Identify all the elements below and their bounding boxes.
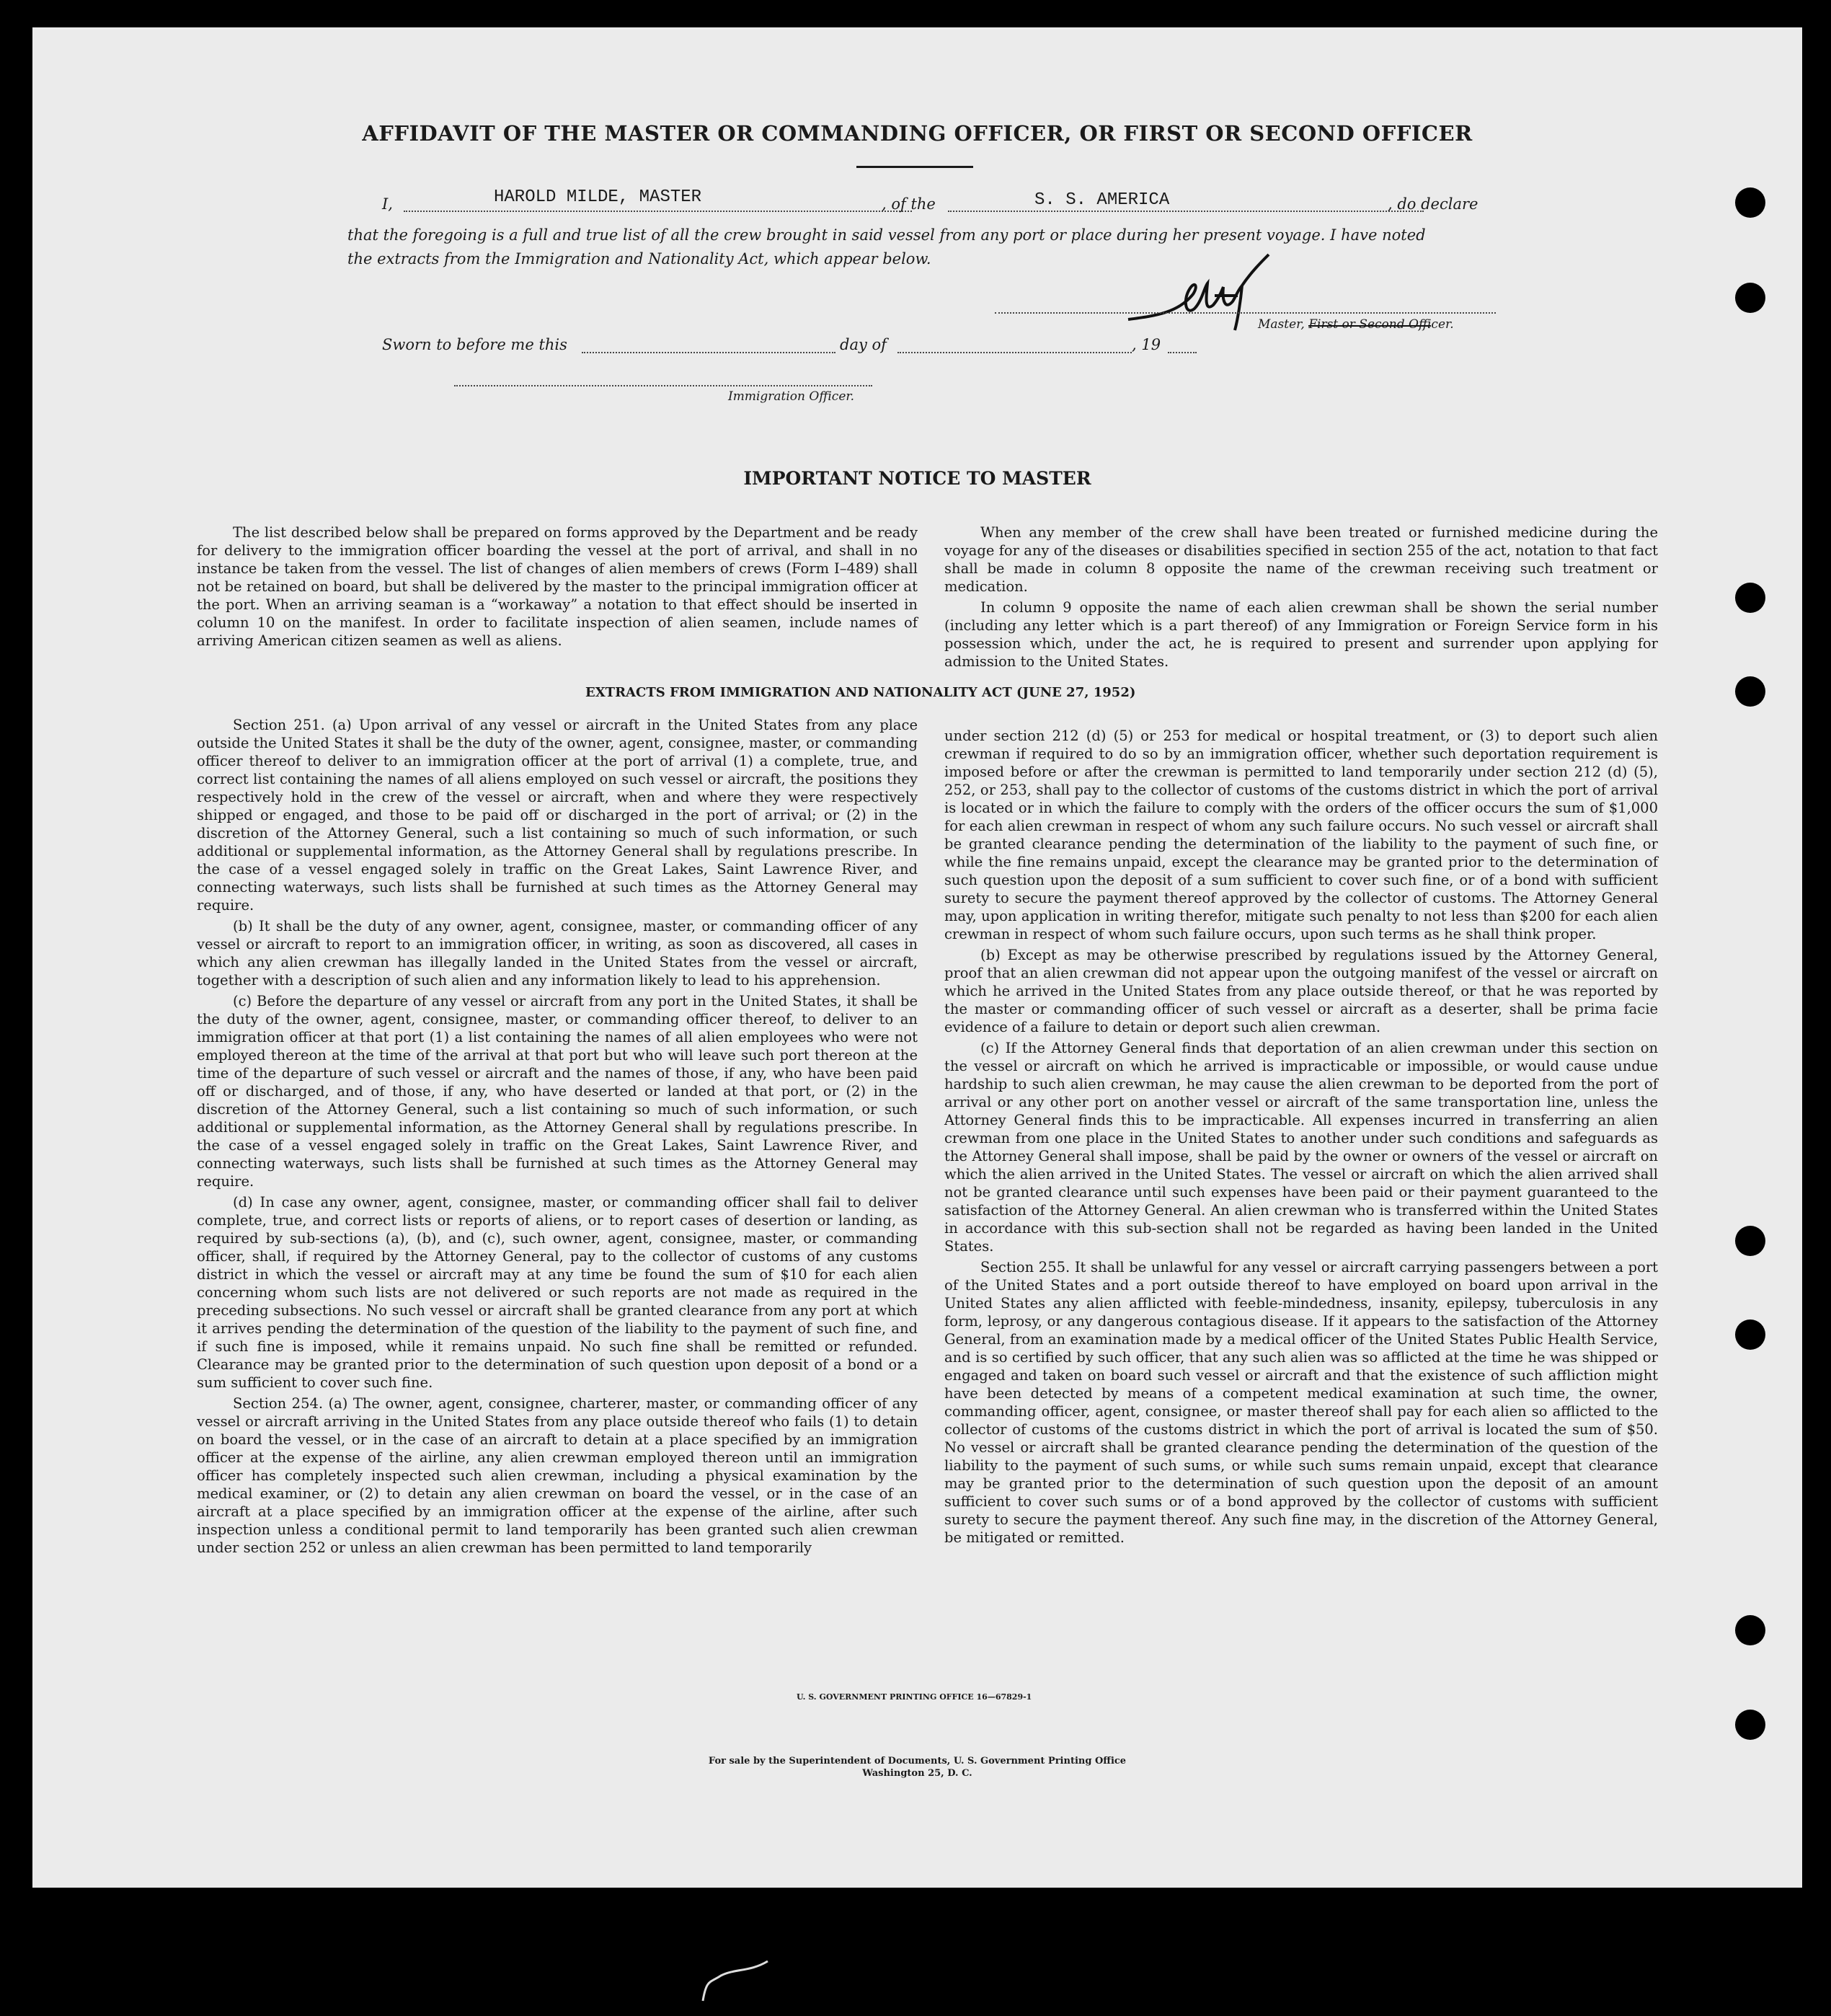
signature-line bbox=[995, 312, 1496, 314]
master-name-field: HAROLD MILDE, MASTER bbox=[494, 187, 702, 207]
printer-line: U. S. GOVERNMENT PRINTING OFFICE 16—67829-1 bbox=[797, 1692, 1032, 1702]
declaration-line-1: that the foregoing is a full and true list of all the crew brought in said vessel from any port or place during her present voyage. I have noted bbox=[347, 226, 1426, 244]
document-page bbox=[32, 27, 1802, 1888]
section-251-c: (c) Before the departure of any vessel or aircraft from any port in the United States, it shall be the duty of the owner, agent, consignee, master, or commanding officer thereof, to deliver to an immigration officer at that port (1) a list containing the names of all alien employees who were not employed thereon at the time of the arrival at that port but who will leave such port thereon at the time of the departure of such vessel or aircraft and the names of those, if any, who have been paid off or discharged, and of those, if any, who have deserted or landed at that port, or (2) in the discretion of the Attorney General, such a list containing so much of such information, or such additional or supplemental information, as the Attorney General shall by regulations prescribe. In the case of a vessel engaged solely in traffic on the Great Lakes, Saint Lawrence River, and connecting waterways, such lists shall be furnished at such times as the Attorney General may require. bbox=[197, 993, 918, 1190]
footer bbox=[32, 1755, 1802, 1780]
year-line bbox=[1168, 352, 1197, 353]
footer-line-2: Washington 25, D. C. bbox=[862, 1768, 972, 1779]
footer-line-1: For sale by the Superintendent of Documents, U. S. Government Printing Office bbox=[708, 1756, 1127, 1767]
signer-caption: Master, First or Second Officer. bbox=[1258, 317, 1454, 332]
section-254-c: (c) If the Attorney General finds that deportation of an alien crewman under this section on the vessel or aircraft on which he arrived is impracticable or impossible, or would cause undue hardship to such alien crewman, he may cause the alien crewman to be deported from the port of arrival or any other port on another vessel or aircraft of the same transportation line, unless the Attorney General finds this to be impracticable. All expenses incurred in transferring an alien crewman from one place in the United States to another under such conditions and safeguards as the Attorney General shall impose, shall be paid by the owner or owners of the vessel or aircraft on which the alien arrived in the United States. The vessel or aircraft on which the alien arrived shall not be granted clearance until such expenses have been paid or their payment guaranteed to the satisfaction of the Attorney General. An alien crewman who is transferred within the United States in accordance with this sub-section shall not be regarded as having been landed in the United States. bbox=[944, 1040, 1658, 1255]
extracts-right-column bbox=[944, 727, 1658, 1549]
binder-hole bbox=[1735, 1710, 1765, 1740]
i-label: I, bbox=[382, 195, 393, 213]
of-the-label: , of the bbox=[882, 195, 936, 213]
section-251-a: Section 251. (a) Upon arrival of any vessel or aircraft in the United States from any place outside the United States it shall be the duty of the owner, agent, consignee, master, or commanding officer thereof to deliver to an immigration officer at the port of arrival (1) a complete, true, and correct list containing the names of all aliens employed on such vessel or aircraft, the positions they respectively hold in the crew of the vessel or aircraft, when and where they were respectively shipped or engaged, and those to be paid off or discharged in the port of arrival; or (2) in the discretion of the Attorney General, such a list containing so much of such information, or such additional or supplemental information, as the Attorney General shall by regulations prescribe. In the case of a vessel engaged solely in traffic on the Great Lakes, Saint Lawrence River, and connecting waterways, such lists shall be furnished at such times as the Attorney General may require. bbox=[197, 717, 918, 914]
sworn-label: Sworn to before me this bbox=[382, 336, 567, 353]
binder-hole bbox=[1735, 1319, 1765, 1350]
binder-hole bbox=[1735, 1615, 1765, 1645]
vessel-name-field: S. S. AMERICA bbox=[1034, 190, 1170, 210]
section-254-a-continued: under section 212 (d) (5) or 253 for medical or hospital treatment, or (3) to deport such alien crewman if required to do so by an immigration officer, whether such deportation requirement is imposed before or after the crewman is permitted to land temporarily under section 212 (d) (5), 252, or 253, shall pay to the collector of customs of the customs district in which the port of arrival is located or in which the failure to comply with the orders of the officer occurs the sum of $1,000 for each alien crewman in respect of whom any such failure occurs. No such vessel or aircraft shall be granted clearance pending the determination of the liability to the payment of such fine, or while the fine remains unpaid, except the clearance may be granted prior to the determination of such question upon the deposit of a sum sufficient to cover such fine, or of a bond with sufficient surety to secure the payment thereof approved by the collector of customs. The Attorney General may, upon application in writing therefor, mitigate such penalty to not less than $200 for each alien crewman in respect of whom such failure occurs, upon such terms as he shall think proper. bbox=[944, 728, 1658, 942]
affidavit-title: AFFIDAVIT OF THE MASTER OR COMMANDING OFFICER, OR FIRST OR SECOND OFFICER bbox=[362, 121, 1473, 146]
binder-hole bbox=[1735, 283, 1765, 313]
binder-hole bbox=[1735, 187, 1765, 218]
sworn-date-line bbox=[582, 352, 835, 353]
binder-hole bbox=[1735, 583, 1765, 613]
section-251-d: (d) In case any owner, agent, consignee, master, or commanding officer shall fail to deliver complete, true, and correct lists or reports of aliens, or to report cases of desertion or landing, as required by sub-sections (a), (b), and (c), such owner, agent, consignee, master, or commanding officer, shall, if required by the Attorney General, pay to the collector of customs of any customs district in which the vessel or aircraft may at any time be found the sum of $10 for each alien concerning whom such lists are not delivered or such reports are not made as required in the preceding subsections. No such vessel or aircraft shall be granted clearance from any port at which it arrives pending the determination of the question of the liability to the payment of such fine, and if such fine is imposed, while it remains unpaid. No such fine shall be remitted or refunded. Clearance may be granted prior to the determination of such question upon deposit of a bond or a sum sufficient to cover such fine. bbox=[197, 1194, 918, 1391]
officer-line bbox=[454, 385, 872, 386]
notice-left-column bbox=[197, 523, 918, 653]
year-label: , 19 bbox=[1132, 336, 1161, 353]
section-254-a: Section 254. (a) The owner, agent, consignee, charterer, master, or commanding officer of any vessel or aircraft arriving in the United States from any place outside thereof who fails (1) to detain on board the vessel, or in the case of an aircraft to detain at a place specified by an immigration officer at the expense of the airline, any alien crewman employed thereon until an immigration officer has completely inspected such alien crewman, including a physical examination by the medical examiner, or (2) to detain any alien crewman on board the vessel, or in the case of an aircraft at a place specified by an immigration officer at the expense of the airline, after such inspection unless a conditional permit to land temporarily has been granted such alien crewman under section 252 or unless an alien crewman has been permitted to land temporarily bbox=[197, 1395, 918, 1556]
notice-right-paragraph-2: In column 9 opposite the name of each alien crewman shall be shown the serial number (including any letter which is a part thereof) of any Immigration or Foreign Service form in his possession which, under the act, he is required to present and surrender upon applying for admission to the United States. bbox=[944, 599, 1658, 670]
extracts-heading: EXTRACTS FROM IMMIGRATION AND NATIONALITY ACT (JUNE 27, 1952) bbox=[585, 685, 1136, 700]
section-251-b: (b) It shall be the duty of any owner, agent, consignee, master, or commanding officer of any vessel or aircraft to report to an immigration officer, in writing, as soon as discovered, all cases in which any alien crewman has illegally landed in the United States from the vessel or aircraft, together with a description of such alien and any information likely to lead to his apprehension. bbox=[197, 918, 918, 989]
stray-pen-mark bbox=[699, 1958, 786, 2008]
notice-right-column bbox=[944, 523, 1658, 673]
binder-hole bbox=[1735, 676, 1765, 707]
month-line bbox=[897, 352, 1132, 353]
notice-left-paragraph: The list described below shall be prepared on forms approved by the Department and be ready for delivery to the immigration officer boarding the vessel at the port of arrival, and shall in no instance be taken from the vessel. The list of changes of alien members of crews (Form I–489) shall not be retained on board, but shall be delivered by the master to the principal immigration officer at the port. When an arriving seaman is a “workaway” a notation to that effect should be inserted in column 10 on the manifest. In order to facilitate inspection of alien seamen, include names of arriving American citizen seamen as well as aliens. bbox=[197, 524, 918, 649]
declaration-line-2: the extracts from the Immigration and Nationality Act, which appear below. bbox=[347, 250, 931, 268]
extracts-left-column bbox=[197, 716, 918, 1560]
section-254-b: (b) Except as may be otherwise prescribed by regulations issued by the Attorney General, proof that an alien crewman did not appear upon the outgoing manifest of the vessel or aircraft on which he arrived in the United States from any place outside thereof, or that he was reported by the master or commanding officer of such vessel or aircraft as a deserter, shall be prima facie evidence of a failure to detain or deport such alien crewman. bbox=[944, 947, 1658, 1035]
notice-right-paragraph-1: When any member of the crew shall have been treated or furnished medicine during the voyage for any of the diseases or disabilities specified in section 255 of the act, notation to that fact shall be made in column 8 opposite the name of the crewman receiving such treatment or medication. bbox=[944, 524, 1658, 595]
officer-caption: Immigration Officer. bbox=[728, 389, 855, 404]
title-rule bbox=[856, 166, 973, 168]
notice-heading: IMPORTANT NOTICE TO MASTER bbox=[743, 468, 1091, 489]
do-declare-label: , do declare bbox=[1388, 195, 1478, 213]
name-line bbox=[404, 211, 912, 212]
binder-hole bbox=[1735, 1226, 1765, 1256]
vessel-line bbox=[948, 211, 1424, 212]
strike-through-mark bbox=[1308, 319, 1438, 333]
day-of-label: day of bbox=[840, 336, 887, 353]
section-255: Section 255. It shall be unlawful for any vessel or aircraft carrying passengers between a port of the United States and a port outside thereof to have employed on board upon arrival in the United States any alien afflicted with feeble-mindedness, insanity, epilepsy, tuberculosis in any form, leprosy, or any dangerous contagious disease. If it appears to the satisfaction of the Attorney General, from an examination made by a medical officer of the United States Public Health Service, and is so certified by such officer, that any such alien was so afflicted at the time he was shipped or engaged and taken on board such vessel or aircraft and that the existence of such affliction might have been detected by means of a competent medical examination at such time, the owner, commanding officer, agent, consignee, or master thereof shall pay for each alien so afflicted to the collector of customs of the customs district in which the port of arrival is located the sum of $50. No vessel or aircraft shall be granted clearance pending the determination of the question of the liability to the payment of such sums, or while such sums remain unpaid, except that clearance may be granted prior to the determination of such question upon the deposit of an amount sufficient to cover such sums or of a bond approved by the collector of customs with sufficient surety to secure the payment thereof. Any such fine may, in the discretion of the Attorney General, be mitigated or remitted. bbox=[944, 1259, 1658, 1546]
